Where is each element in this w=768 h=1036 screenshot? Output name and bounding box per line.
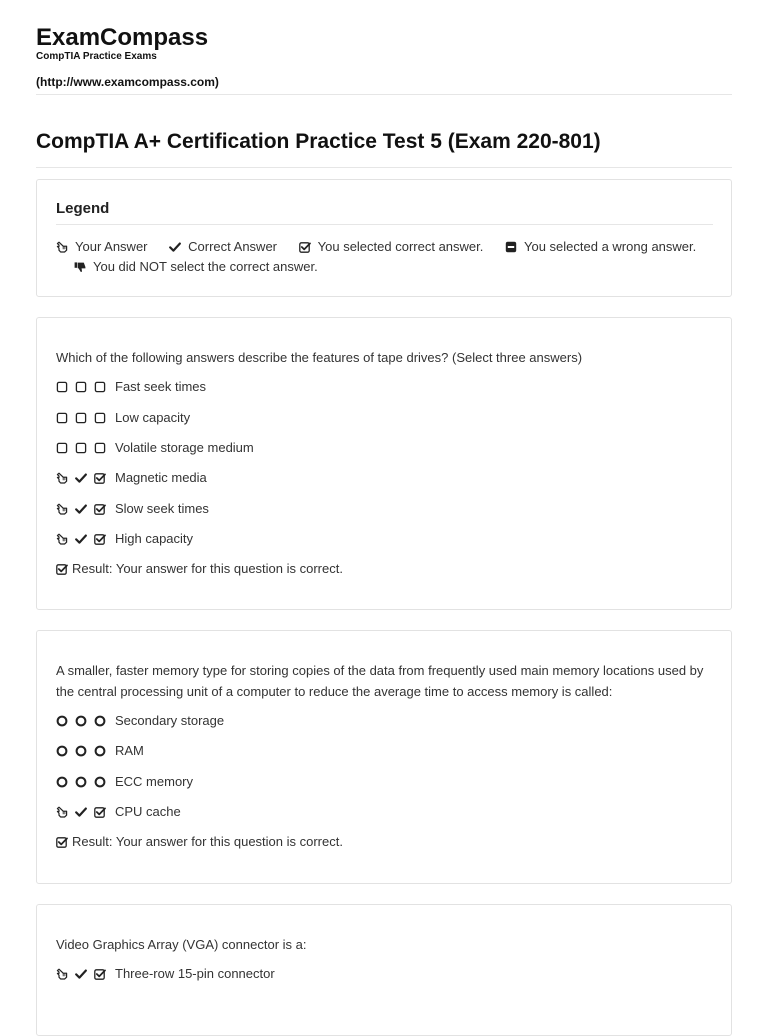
question-text: A smaller, faster memory type for storing copies of the data from frequently used main memory locations used by the central processing unit of a computer to reduce the average time to access memory is called:	[56, 663, 704, 699]
question-text: Video Graphics Array (VGA) connector is a:	[56, 937, 307, 952]
checked-box-icon[interactable]	[94, 806, 106, 818]
check-mark-icon	[75, 968, 87, 980]
result-label: Result: Your answer for this question is correct.	[72, 561, 343, 576]
legend-item-not-selected-correct	[74, 259, 318, 274]
result-text	[56, 561, 343, 577]
checked-box-icon	[299, 241, 311, 253]
legend-title: Legend	[56, 200, 110, 217]
title-divider	[36, 167, 732, 168]
option-label: Fast seek times	[115, 379, 207, 394]
legend-panel	[36, 179, 732, 297]
option-label: Volatile storage medium	[115, 440, 254, 455]
answer-option[interactable]	[56, 804, 181, 820]
thumbs-down-icon	[74, 261, 86, 273]
checkbox-input[interactable]	[94, 412, 106, 424]
hand-pointer-icon	[56, 806, 68, 818]
answer-option[interactable]	[56, 743, 144, 759]
check-mark-icon	[75, 533, 87, 545]
legend-label: Your Answer	[75, 239, 148, 254]
legend-item-your-answer	[56, 239, 148, 254]
answer-option[interactable]	[56, 501, 209, 517]
check-mark-icon	[75, 472, 87, 484]
site-subtitle: CompTIA Practice Exams	[36, 51, 157, 62]
check-mark-icon	[75, 806, 87, 818]
hand-pointer-icon	[56, 503, 68, 515]
answer-option[interactable]	[56, 713, 224, 729]
question-panel	[36, 630, 732, 884]
radio-input[interactable]	[94, 745, 106, 757]
square-icon	[56, 412, 68, 424]
circle-icon	[75, 776, 87, 788]
option-label: ECC memory	[115, 774, 194, 789]
question-panel	[36, 904, 732, 1036]
question-text: Which of the following answers describe the features of tape drives? (Select three answers)	[56, 350, 583, 365]
site-title: ExamCompass	[36, 24, 209, 51]
checked-box-icon	[56, 563, 68, 575]
check-mark-icon	[75, 503, 87, 515]
circle-icon	[75, 745, 87, 757]
square-icon	[56, 381, 68, 393]
answer-option[interactable]	[56, 470, 207, 486]
checkbox-input[interactable]	[94, 442, 106, 454]
circle-icon	[56, 745, 68, 757]
answer-option[interactable]	[56, 774, 193, 790]
option-label: Magnetic media	[115, 470, 207, 485]
square-icon	[75, 381, 87, 393]
header-divider	[36, 94, 732, 95]
legend-label: Correct Answer	[188, 239, 278, 254]
answer-option[interactable]	[56, 379, 206, 395]
page-title: CompTIA A+ Certification Practice Test 5 (Exam 220-801)	[36, 130, 601, 153]
legend-item-selected-wrong	[505, 239, 696, 254]
option-label: High capacity	[115, 531, 194, 546]
legend-item-correct-answer	[169, 239, 277, 254]
result-label: Result: Your answer for this question is correct.	[72, 834, 343, 849]
option-label: Low capacity	[115, 410, 191, 425]
checked-box-icon[interactable]	[94, 968, 106, 980]
option-label: RAM	[115, 743, 144, 758]
option-label: Three-row 15-pin connector	[115, 966, 275, 981]
question-panel	[36, 317, 732, 610]
checkbox-input[interactable]	[94, 381, 106, 393]
minus-square-icon	[505, 241, 517, 253]
legend-item-selected-correct	[299, 239, 484, 254]
option-label: Secondary storage	[115, 713, 225, 728]
hand-pointer-icon	[56, 241, 68, 253]
legend-label: You selected a wrong answer.	[524, 239, 697, 254]
option-label: CPU cache	[115, 804, 181, 819]
checked-box-icon	[56, 836, 68, 848]
site-header	[36, 24, 732, 89]
radio-input[interactable]	[94, 715, 106, 727]
hand-pointer-icon	[56, 533, 68, 545]
answer-option[interactable]	[56, 410, 190, 426]
answer-option[interactable]	[56, 966, 275, 982]
result-text	[56, 834, 343, 850]
circle-icon	[56, 776, 68, 788]
circle-icon	[75, 715, 87, 727]
circle-icon	[56, 715, 68, 727]
square-icon	[75, 442, 87, 454]
answer-option[interactable]	[56, 440, 254, 456]
option-label: Slow seek times	[115, 501, 209, 516]
hand-pointer-icon	[56, 968, 68, 980]
legend-label: You did NOT select the correct answer.	[93, 259, 318, 274]
legend-body	[56, 237, 713, 277]
legend-label: You selected correct answer.	[317, 239, 484, 254]
hand-pointer-icon	[56, 472, 68, 484]
square-icon	[56, 442, 68, 454]
radio-input[interactable]	[94, 776, 106, 788]
legend-divider	[56, 224, 713, 225]
answer-option[interactable]	[56, 531, 193, 547]
check-mark-icon	[169, 241, 181, 253]
checked-box-icon[interactable]	[94, 533, 106, 545]
checked-box-icon[interactable]	[94, 503, 106, 515]
checked-box-icon[interactable]	[94, 472, 106, 484]
square-icon	[75, 412, 87, 424]
site-url[interactable]: (http://www.examcompass.com)	[36, 75, 219, 89]
